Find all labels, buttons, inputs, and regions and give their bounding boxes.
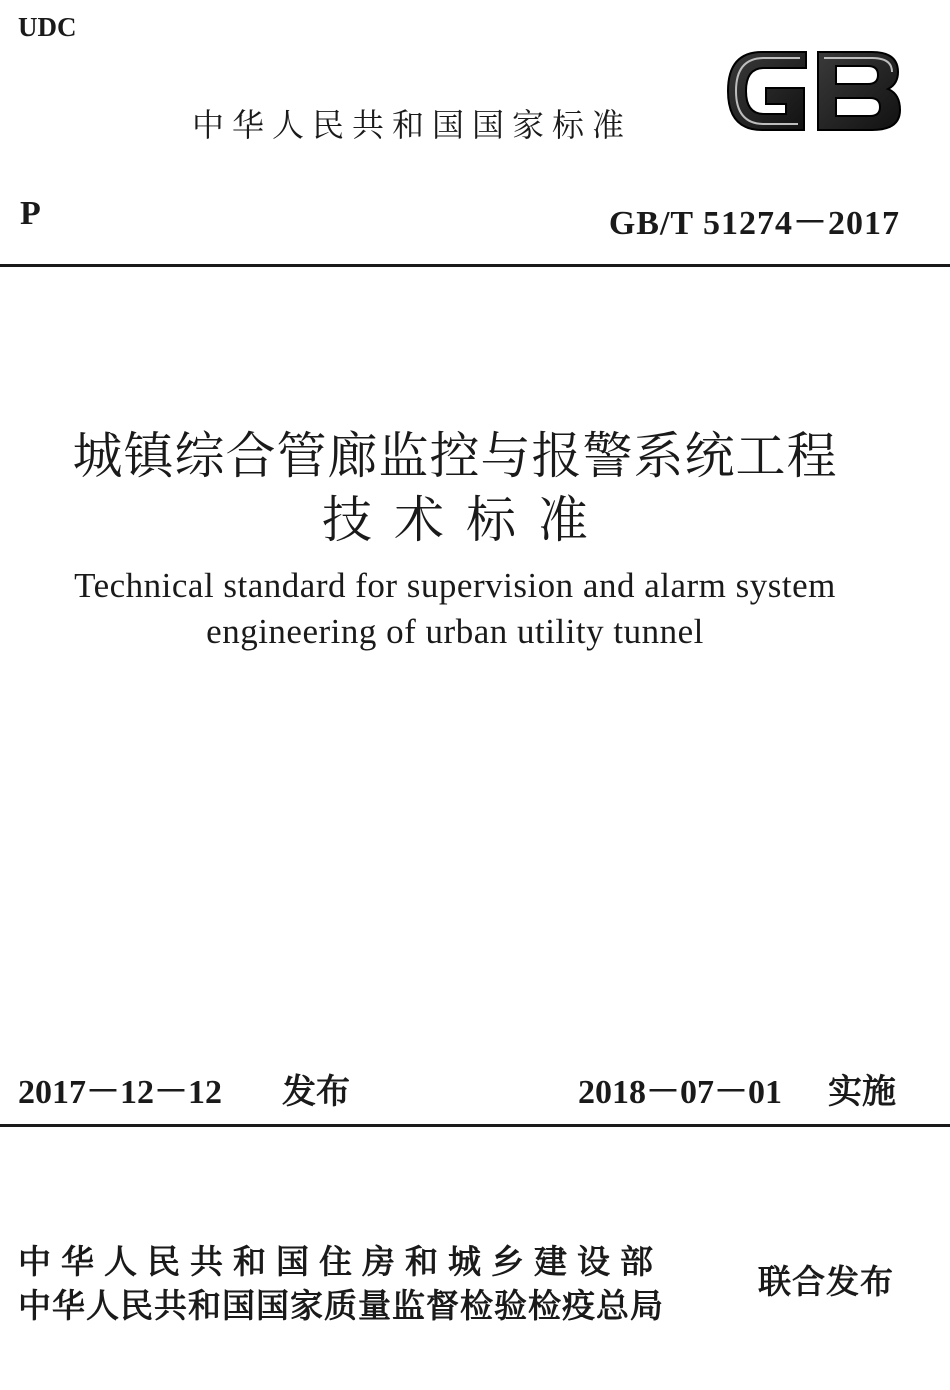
implementation-date: 2018－07－01	[578, 1074, 782, 1111]
joint-issue-label: 联合发布	[758, 1262, 894, 1301]
standard-number: GB/T 51274－2017	[608, 205, 900, 242]
bottom-divider	[0, 1124, 950, 1127]
udc-label: UDC	[18, 12, 77, 42]
issue-date: 2017－12－12	[18, 1074, 222, 1111]
top-divider	[0, 264, 950, 267]
issuer-line-1: 中华人民共和国住房和城乡建设部	[18, 1242, 663, 1281]
issuer-line-2: 中华人民共和国国家质量监督检验检疫总局	[18, 1286, 664, 1325]
national-standard-heading: 中华人民共和国国家标准	[192, 106, 633, 144]
chinese-title-line-1: 城镇综合管廊监控与报警系统工程	[72, 428, 838, 484]
gb-logo	[722, 44, 904, 138]
implementation-label: 实施	[828, 1072, 896, 1112]
english-title-line-2: engineering of urban utility tunnel	[206, 612, 704, 651]
issue-label: 发布	[282, 1072, 350, 1112]
classification-code: P	[20, 195, 41, 232]
chinese-title-line-2: 技术标准	[322, 492, 610, 548]
english-title-line-1: Technical standard for supervision and alarm system	[74, 566, 836, 605]
